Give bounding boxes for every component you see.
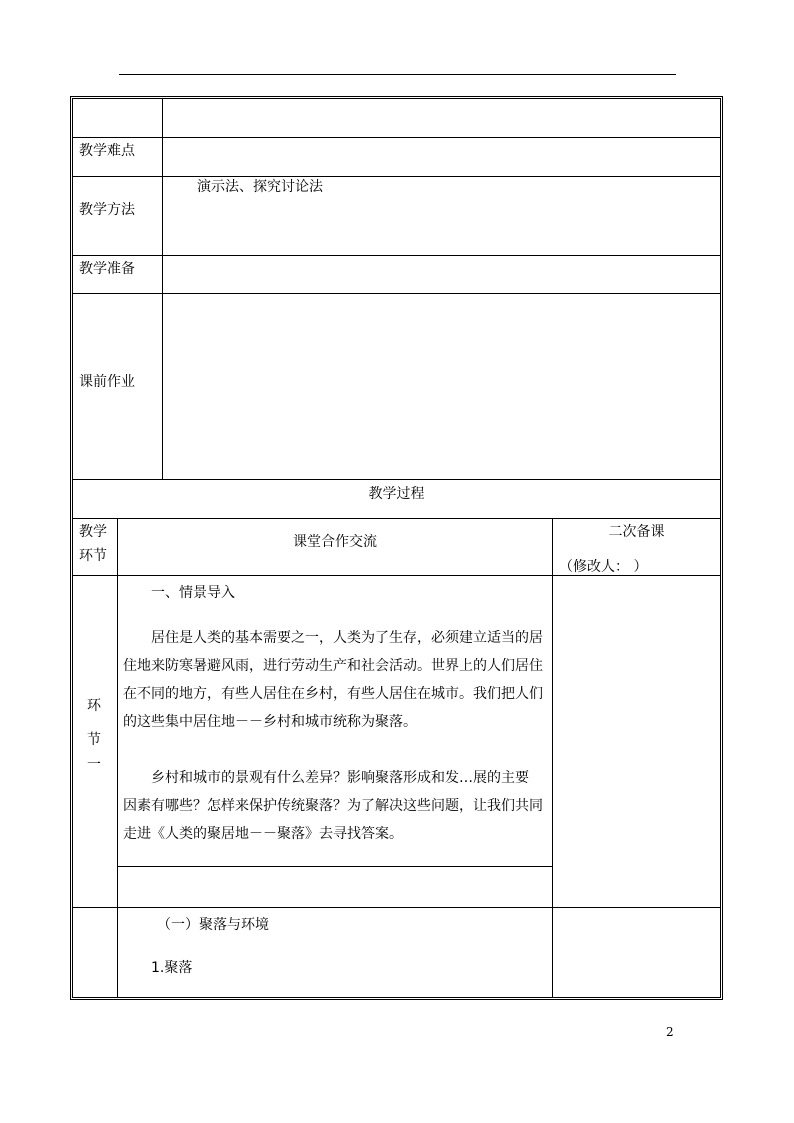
intro-line: 在不同的地方，有些人居住在乡村，有些人居住在城市。我们把人们: [123, 686, 543, 702]
stage-char: 节: [87, 732, 101, 748]
second-prep-column-divider: [552, 518, 553, 998]
question-paragraph: [123, 764, 548, 848]
row-divider: [117, 866, 552, 867]
intro-line: 住地来防寒暑避风雨，进行劳动生产和社会活动。世界上的人们居住: [123, 658, 543, 674]
stage-column-divider: [117, 518, 118, 998]
homework-label: 课前作业: [79, 374, 135, 390]
table-left-inner-border: [72, 98, 73, 998]
reviser-field: （修改人： ）: [559, 559, 648, 575]
second-prep-header: 二次备课: [608, 524, 665, 540]
row-divider: [72, 176, 721, 177]
page-number: 2: [666, 1025, 674, 1039]
question-line: 因素有哪些？怎样来保护传统聚落？为了解决这些问题，让我们共同: [123, 798, 543, 814]
intro-line: 的这些集中居住地－－乡村和城市统称为聚落。: [123, 714, 417, 730]
stage-char: 环: [87, 698, 101, 714]
section1-heading: 一、情景导入: [151, 585, 235, 601]
process-title: 教学过程: [368, 486, 425, 502]
question-line: 走进《人类的聚居地－－聚落》去寻找答案。: [123, 826, 403, 842]
intro-paragraph: [123, 624, 548, 736]
row-divider: [72, 137, 721, 138]
stage-char: 一: [87, 757, 101, 773]
intro-line: 居住是人类的基本需要之一，人类为了生存，必须建立适当的居: [151, 630, 543, 646]
row-divider: [72, 255, 721, 256]
table-right-inner-border: [720, 98, 721, 998]
table-top-inner-border: [72, 98, 721, 99]
stage-header-line1: 教学: [79, 524, 107, 540]
table-bottom-inner-border: [72, 997, 721, 998]
header-rule: [119, 74, 676, 75]
row-divider: [72, 518, 721, 519]
section2-item: 1.聚落: [151, 960, 193, 976]
method-label: 教学方法: [79, 202, 135, 218]
row-divider: [72, 293, 721, 294]
method-value: 演示法、探究讨论法: [197, 179, 323, 195]
row-divider: [72, 479, 721, 480]
exchange-header: 课堂合作交流: [293, 534, 377, 550]
prep-label: 教学准备: [79, 261, 135, 277]
difficulty-label: 教学难点: [79, 143, 135, 159]
stage-header-line2: 环节: [79, 548, 107, 564]
row-divider: [72, 907, 721, 908]
section2-heading: （一）聚落与环境: [157, 917, 269, 933]
label-column-divider: [162, 98, 163, 480]
question-line: 乡村和城市的景观有什么差异？影响聚落形成和发…展的主要: [151, 770, 529, 786]
